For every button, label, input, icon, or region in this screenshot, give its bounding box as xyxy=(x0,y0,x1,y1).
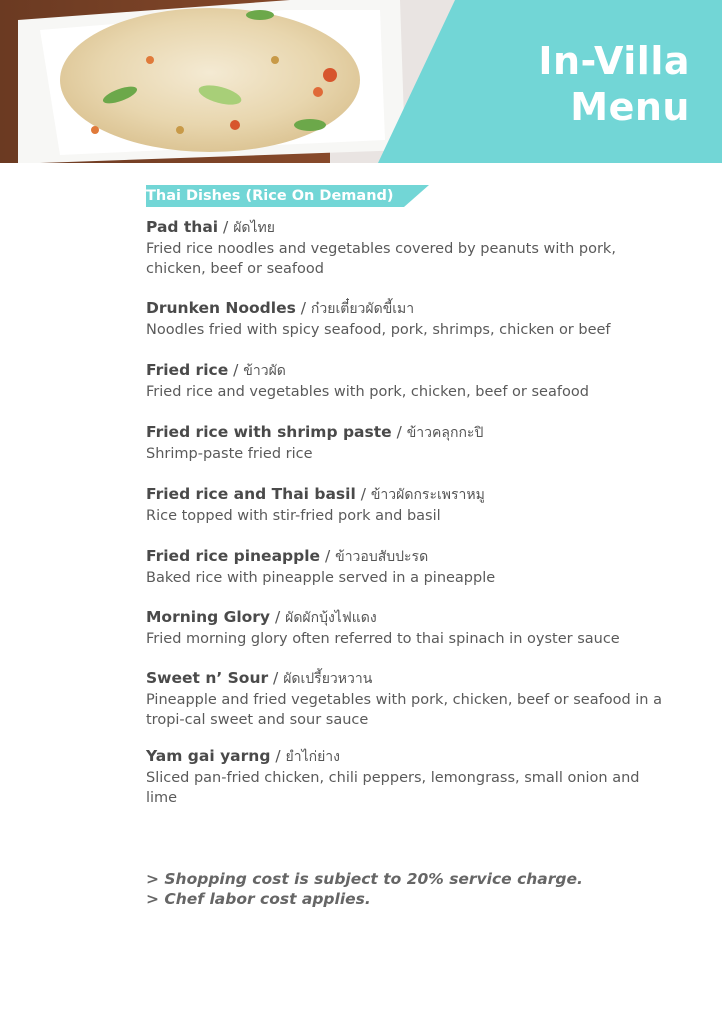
menu-item-thai-name: ข้าวผัดกระเพราหมู xyxy=(370,487,485,503)
menu-item-separator: / xyxy=(268,669,284,687)
menu-item-sweet-n-sour xyxy=(146,668,666,730)
title-line-1: In-Villa xyxy=(538,39,690,83)
menu-item-yam-gai-yarng xyxy=(146,746,666,808)
menu-item-description: Sliced pan-fried chicken, chili peppers, lemongrass, small onion and lime xyxy=(146,770,640,806)
menu-item-thai-name: ผัดไทย xyxy=(233,220,275,236)
menu-item-thai-name: ข้าวคลุกกะปิ xyxy=(406,425,484,441)
menu-item-description: Baked rice with pineapple served in a pineapple xyxy=(146,570,496,586)
menu-item-name: Fried rice xyxy=(146,361,229,379)
menu-item-fried-rice-pineapple xyxy=(146,546,666,588)
menu-item-separator: / xyxy=(320,547,336,565)
menu-item-separator: / xyxy=(355,485,371,503)
note-service-charge: > Shopping cost is subject to 20% service charge. xyxy=(146,870,583,888)
menu-item-name: Fried rice and Thai basil xyxy=(146,485,356,503)
menu-item-fried-rice xyxy=(146,360,666,402)
menu-item-thai-name: ก๋วยเตี๋ยวผัดขี้เมา xyxy=(310,301,415,317)
menu-item-heading xyxy=(146,298,666,319)
menu-item-heading xyxy=(146,546,666,567)
menu-item-heading xyxy=(146,607,666,628)
menu-item-heading xyxy=(146,360,666,381)
menu-item-separator: / xyxy=(391,423,407,441)
section-title: Thai Dishes (Rice On Demand) xyxy=(146,188,394,204)
menu-item-separator: / xyxy=(218,218,234,236)
menu-item-name: Fried rice pineapple xyxy=(146,547,321,565)
header-banner xyxy=(0,0,722,163)
menu-item-description: Shrimp-paste fried rice xyxy=(146,446,313,462)
menu-item-description: Noodles fried with spicy seafood, pork, shrimps, chicken or beef xyxy=(146,322,611,338)
menu-item-description: Fried rice noodles and vegetables covered by peanuts with pork, chicken, beef or seafood xyxy=(146,241,616,277)
menu-item-separator: / xyxy=(295,299,311,317)
menu-item-heading xyxy=(146,668,666,689)
menu-item-thai-name: ข้าวอบสับปะรด xyxy=(335,549,429,565)
page-title xyxy=(538,38,690,130)
menu-item-thai-name: ผัดเปรี้ยวหวาน xyxy=(283,671,373,687)
section-heading xyxy=(146,185,429,207)
menu-item-thai-name: ข้าวผัด xyxy=(243,363,286,379)
menu-item-name: Yam gai yarng xyxy=(146,747,271,765)
menu-item-heading xyxy=(146,484,666,505)
menu-item-thai-name: ยำไก่ย่าง xyxy=(285,749,340,765)
menu-item-name: Fried rice with shrimp paste xyxy=(146,423,392,441)
menu-item-heading xyxy=(146,217,666,238)
menu-item-description: Rice topped with stir-fried pork and basil xyxy=(146,508,441,524)
menu-item-heading xyxy=(146,422,666,443)
menu-item-thai-name: ผัดผักบุ้งไฟแดง xyxy=(285,610,377,626)
title-line-2: Menu xyxy=(570,85,690,129)
menu-item-description: Pineapple and fried vegetables with pork, chicken, beef or seafood in a tropi-cal sweet and sour sauce xyxy=(146,692,662,728)
menu-item-morning-glory xyxy=(146,607,666,649)
menu-item-description: Fried rice and vegetables with pork, chicken, beef or seafood xyxy=(146,384,589,400)
menu-item-drunken-noodles xyxy=(146,298,666,340)
menu-item-heading xyxy=(146,746,666,767)
menu-item-separator: / xyxy=(270,608,286,626)
footer-notes xyxy=(146,869,583,909)
menu-item-separator: / xyxy=(228,361,244,379)
menu-item-pad-thai xyxy=(146,217,666,279)
menu-item-name: Pad thai xyxy=(146,218,219,236)
menu-item-name: Sweet n’ Sour xyxy=(146,669,269,687)
menu-item-name: Drunken Noodles xyxy=(146,299,296,317)
menu-item-fried-rice-shrimp-paste xyxy=(146,422,666,464)
menu-item-description: Fried morning glory often referred to thai spinach in oyster sauce xyxy=(146,631,620,647)
menu-item-fried-rice-thai-basil xyxy=(146,484,666,526)
menu-item-separator: / xyxy=(270,747,286,765)
note-chef-labor: > Chef labor cost applies. xyxy=(146,890,371,908)
menu-item-name: Morning Glory xyxy=(146,608,271,626)
